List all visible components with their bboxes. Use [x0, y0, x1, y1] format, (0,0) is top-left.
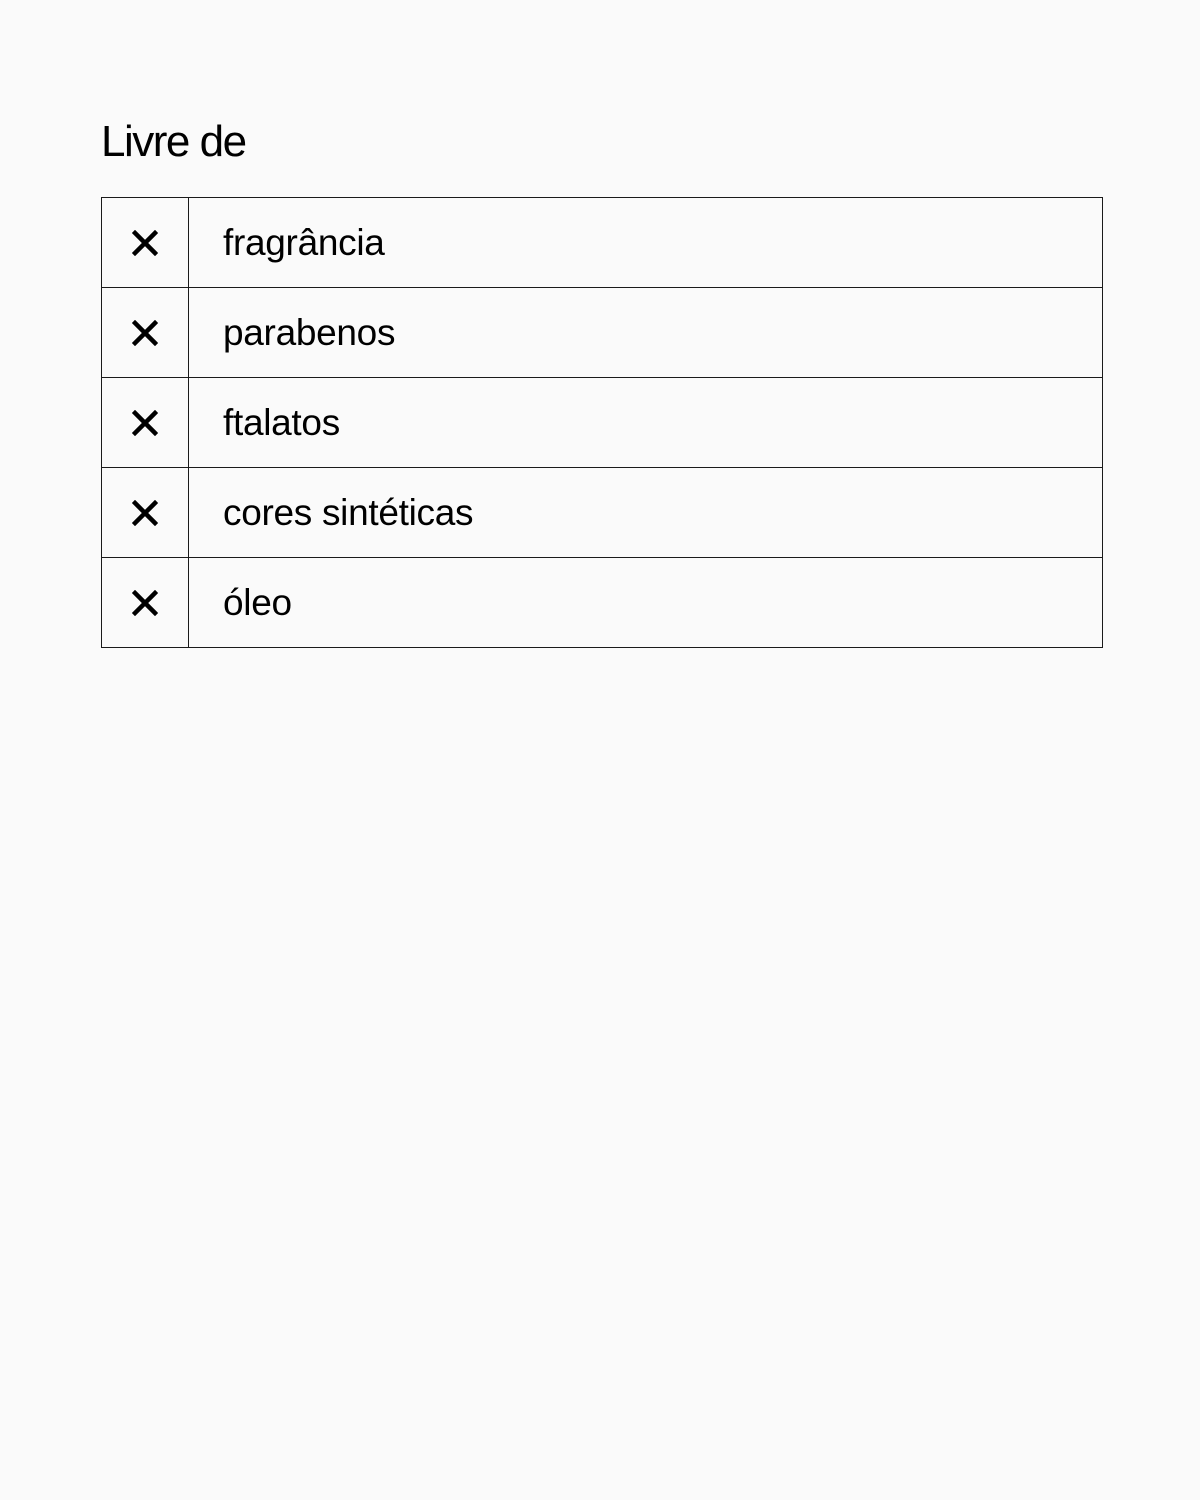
close-icon	[132, 590, 158, 616]
list-item-label: ftalatos	[189, 378, 1103, 468]
table-row	[102, 198, 1103, 288]
table-row	[102, 378, 1103, 468]
page-title: Livre de	[101, 117, 246, 166]
close-icon	[132, 410, 158, 436]
close-icon	[132, 230, 158, 256]
mark-cell	[102, 558, 189, 648]
list-item-label: óleo	[189, 558, 1103, 648]
table-row	[102, 468, 1103, 558]
mark-cell	[102, 378, 189, 468]
mark-cell	[102, 468, 189, 558]
list-item-label: cores sintéticas	[189, 468, 1103, 558]
close-icon	[132, 500, 158, 526]
mark-cell	[102, 288, 189, 378]
list-item-label: parabenos	[189, 288, 1103, 378]
mark-cell	[102, 198, 189, 288]
list-item-label: fragrância	[189, 198, 1103, 288]
close-icon	[132, 320, 158, 346]
table-row	[102, 558, 1103, 648]
free-from-table	[101, 197, 1103, 648]
table-row	[102, 288, 1103, 378]
